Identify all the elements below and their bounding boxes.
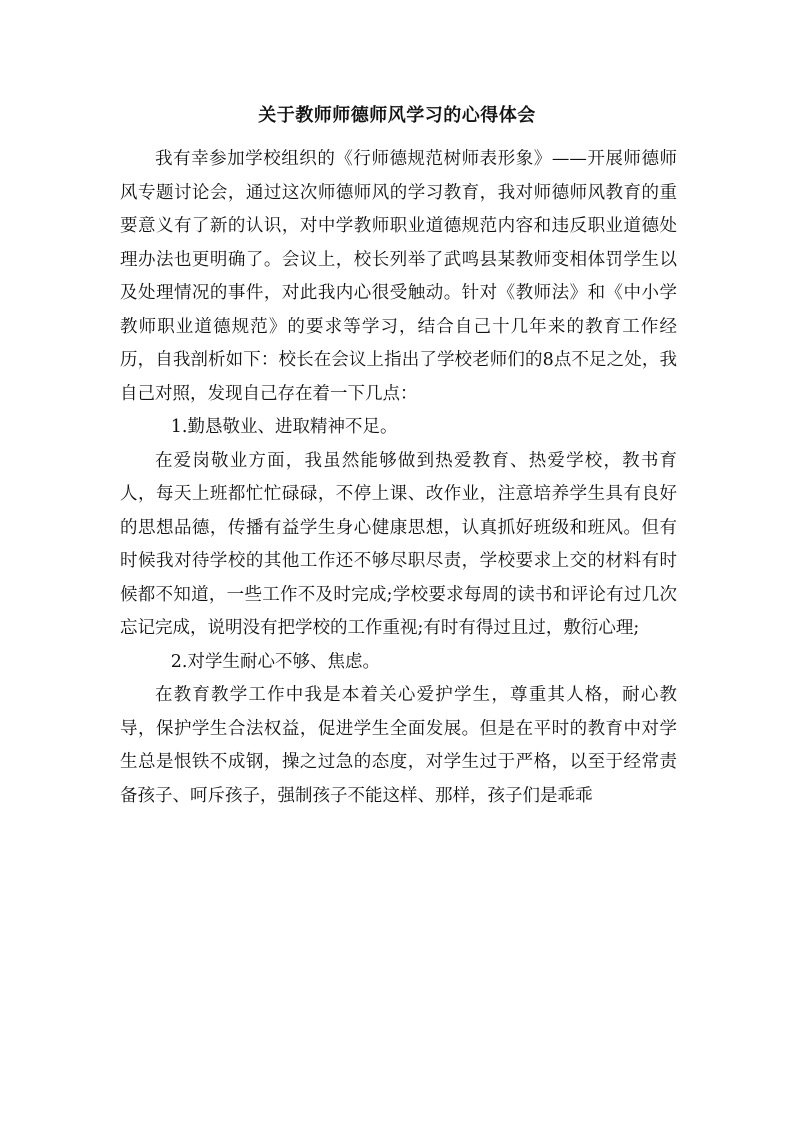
paragraph-section-1: 在爱岗敬业方面，我虽然能够做到热爱教育、热爱学校，教书育人，每天上班都忙忙碌碌，不停上课、改作业，注意培养学生具有良好的思想品德，传播有益学生身心健康思想，认真抓好班级和班风。但有时候我对待学校的其他工作还不够尽职尽责，学校要求上交的材料有时候都不知道，一些工作不及时完成;学校要求每周的读书和评论有过几次忘记完成，说明没有把学校的工作重视;有时有得过且过，敷衍心理; bbox=[120, 450, 677, 638]
paragraph-intro: 我有幸参加学校组织的《行师德规范树师表形象》——开展师德师风专题讨论会，通过这次师德师风的学习教育，我对师德师风教育的重要意义有了新的认识，对中学教师职业道德规范内容和违反职业道德处理办法也更明确了。会议上，校长列举了武鸣县某教师变相体罚学生以及处理情况的事件，对此我内心很受触动。针对《教师法》和《中小学教师职业道德规范》的要求等学习，结合自己十几年来的教育工作经历，自我剖析如下：校长在会议上指出了学校老师们的8点不足之处，我自己对照，发现自己存在着一下几点： bbox=[120, 149, 677, 404]
section-heading-2: 2.对学生耐心不够、焦虑。 bbox=[170, 651, 380, 672]
paragraph-section-2: 在教育教学工作中我是本着关心爱护学生，尊重其人格，耐心教导，保护学生合法权益，促进学生全面发展。但是在平时的教育中对学生总是恨铁不成钢，操之过急的态度，对学生过于严格，以至于经常责备孩子、呵斥孩子，强制孩子不能这样、那样，孩子们是乖乖 bbox=[120, 685, 677, 806]
section-heading-1: 1.勤恳敬业、进取精神不足。 bbox=[170, 417, 398, 437]
document-body bbox=[120, 143, 677, 813]
document-title: 关于教师师德师风学习的心得体会 bbox=[258, 105, 536, 126]
